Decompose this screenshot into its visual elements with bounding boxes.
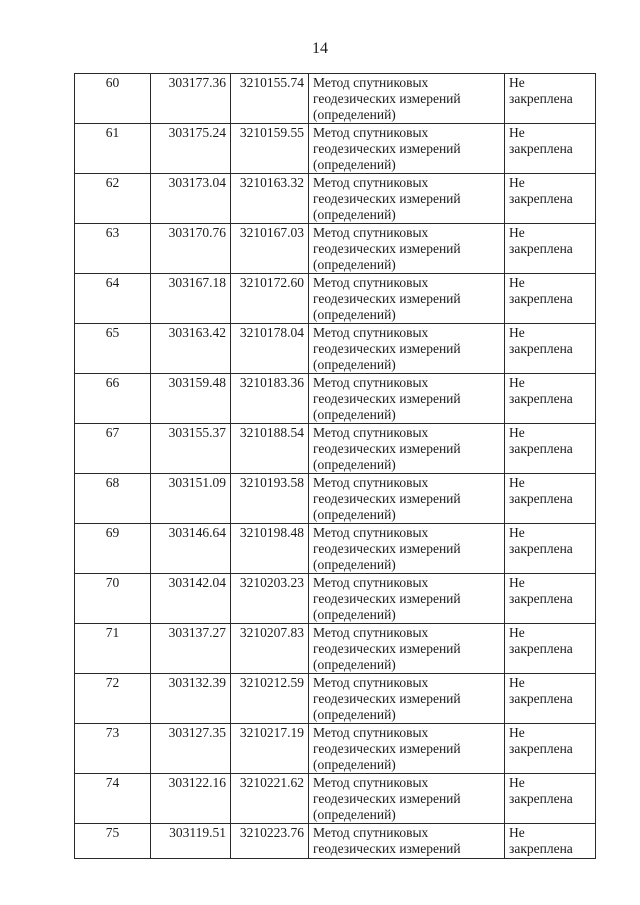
y-coordinate-cell: 3210178.04 <box>231 324 309 374</box>
status-cell: Не закреплена <box>505 124 596 174</box>
method-cell: Метод спутниковых геодезических измерений <box>309 824 505 859</box>
table-row <box>75 474 596 524</box>
status-cell: Не закреплена <box>505 374 596 424</box>
y-coordinate-cell: 3210155.74 <box>231 74 309 124</box>
x-coordinate-cell: 303151.09 <box>151 474 231 524</box>
status-cell: Не закреплена <box>505 824 596 859</box>
x-coordinate-cell: 303159.48 <box>151 374 231 424</box>
status-cell: Не закреплена <box>505 674 596 724</box>
point-number-cell: 75 <box>75 824 151 859</box>
x-coordinate-cell: 303119.51 <box>151 824 231 859</box>
y-coordinate-cell: 3210203.23 <box>231 574 309 624</box>
table-row <box>75 274 596 324</box>
method-cell: Метод спутниковых геодезических измерений (определений) <box>309 274 505 324</box>
status-cell: Не закреплена <box>505 424 596 474</box>
status-cell: Не закреплена <box>505 474 596 524</box>
point-number-cell: 70 <box>75 574 151 624</box>
point-number-cell: 68 <box>75 474 151 524</box>
point-number-cell: 67 <box>75 424 151 474</box>
table-row <box>75 74 596 124</box>
method-cell: Метод спутниковых геодезических измерений (определений) <box>309 324 505 374</box>
table-row <box>75 624 596 674</box>
method-cell: Метод спутниковых геодезических измерений (определений) <box>309 124 505 174</box>
status-cell: Не закреплена <box>505 724 596 774</box>
table-row <box>75 674 596 724</box>
status-cell: Не закреплена <box>505 224 596 274</box>
point-number-cell: 74 <box>75 774 151 824</box>
point-number-cell: 62 <box>75 174 151 224</box>
y-coordinate-cell: 3210193.58 <box>231 474 309 524</box>
y-coordinate-cell: 3210212.59 <box>231 674 309 724</box>
x-coordinate-cell: 303132.39 <box>151 674 231 724</box>
y-coordinate-cell: 3210188.54 <box>231 424 309 474</box>
x-coordinate-cell: 303170.76 <box>151 224 231 274</box>
method-cell: Метод спутниковых геодезических измерений (определений) <box>309 524 505 574</box>
x-coordinate-cell: 303163.42 <box>151 324 231 374</box>
method-cell: Метод спутниковых геодезических измерений (определений) <box>309 674 505 724</box>
table-row <box>75 224 596 274</box>
x-coordinate-cell: 303167.18 <box>151 274 231 324</box>
status-cell: Не закреплена <box>505 324 596 374</box>
page-number: 14 <box>312 40 328 57</box>
method-cell: Метод спутниковых геодезических измерений (определений) <box>309 424 505 474</box>
x-coordinate-cell: 303177.36 <box>151 74 231 124</box>
point-number-cell: 72 <box>75 674 151 724</box>
x-coordinate-cell: 303146.64 <box>151 524 231 574</box>
status-cell: Не закреплена <box>505 624 596 674</box>
status-cell: Не закреплена <box>505 774 596 824</box>
x-coordinate-cell: 303127.35 <box>151 724 231 774</box>
method-cell: Метод спутниковых геодезических измерений (определений) <box>309 74 505 124</box>
table-row <box>75 724 596 774</box>
table-row <box>75 124 596 174</box>
point-number-cell: 60 <box>75 74 151 124</box>
method-cell: Метод спутниковых геодезических измерений (определений) <box>309 374 505 424</box>
x-coordinate-cell: 303137.27 <box>151 624 231 674</box>
y-coordinate-cell: 3210167.03 <box>231 224 309 274</box>
status-cell: Не закреплена <box>505 74 596 124</box>
y-coordinate-cell: 3210159.55 <box>231 124 309 174</box>
y-coordinate-cell: 3210217.19 <box>231 724 309 774</box>
y-coordinate-cell: 3210207.83 <box>231 624 309 674</box>
table-row <box>75 824 596 859</box>
x-coordinate-cell: 303175.24 <box>151 124 231 174</box>
coordinates-table <box>74 73 596 859</box>
x-coordinate-cell: 303155.37 <box>151 424 231 474</box>
table-row <box>75 424 596 474</box>
status-cell: Не закреплена <box>505 174 596 224</box>
table-row <box>75 524 596 574</box>
point-number-cell: 73 <box>75 724 151 774</box>
y-coordinate-cell: 3210223.76 <box>231 824 309 859</box>
y-coordinate-cell: 3210183.36 <box>231 374 309 424</box>
x-coordinate-cell: 303122.16 <box>151 774 231 824</box>
method-cell: Метод спутниковых геодезических измерений (определений) <box>309 174 505 224</box>
status-cell: Не закреплена <box>505 274 596 324</box>
point-number-cell: 69 <box>75 524 151 574</box>
table-row <box>75 374 596 424</box>
y-coordinate-cell: 3210163.32 <box>231 174 309 224</box>
method-cell: Метод спутниковых геодезических измерений (определений) <box>309 474 505 524</box>
point-number-cell: 65 <box>75 324 151 374</box>
table-row <box>75 774 596 824</box>
table-row <box>75 174 596 224</box>
table-row <box>75 574 596 624</box>
y-coordinate-cell: 3210198.48 <box>231 524 309 574</box>
table-row <box>75 324 596 374</box>
method-cell: Метод спутниковых геодезических измерений (определений) <box>309 224 505 274</box>
x-coordinate-cell: 303173.04 <box>151 174 231 224</box>
method-cell: Метод спутниковых геодезических измерений (определений) <box>309 574 505 624</box>
method-cell: Метод спутниковых геодезических измерений (определений) <box>309 774 505 824</box>
y-coordinate-cell: 3210172.60 <box>231 274 309 324</box>
method-cell: Метод спутниковых геодезических измерений (определений) <box>309 724 505 774</box>
x-coordinate-cell: 303142.04 <box>151 574 231 624</box>
status-cell: Не закреплена <box>505 574 596 624</box>
method-cell: Метод спутниковых геодезических измерений (определений) <box>309 624 505 674</box>
y-coordinate-cell: 3210221.62 <box>231 774 309 824</box>
status-cell: Не закреплена <box>505 524 596 574</box>
point-number-cell: 66 <box>75 374 151 424</box>
point-number-cell: 71 <box>75 624 151 674</box>
table-body <box>75 74 596 859</box>
point-number-cell: 64 <box>75 274 151 324</box>
point-number-cell: 61 <box>75 124 151 174</box>
point-number-cell: 63 <box>75 224 151 274</box>
